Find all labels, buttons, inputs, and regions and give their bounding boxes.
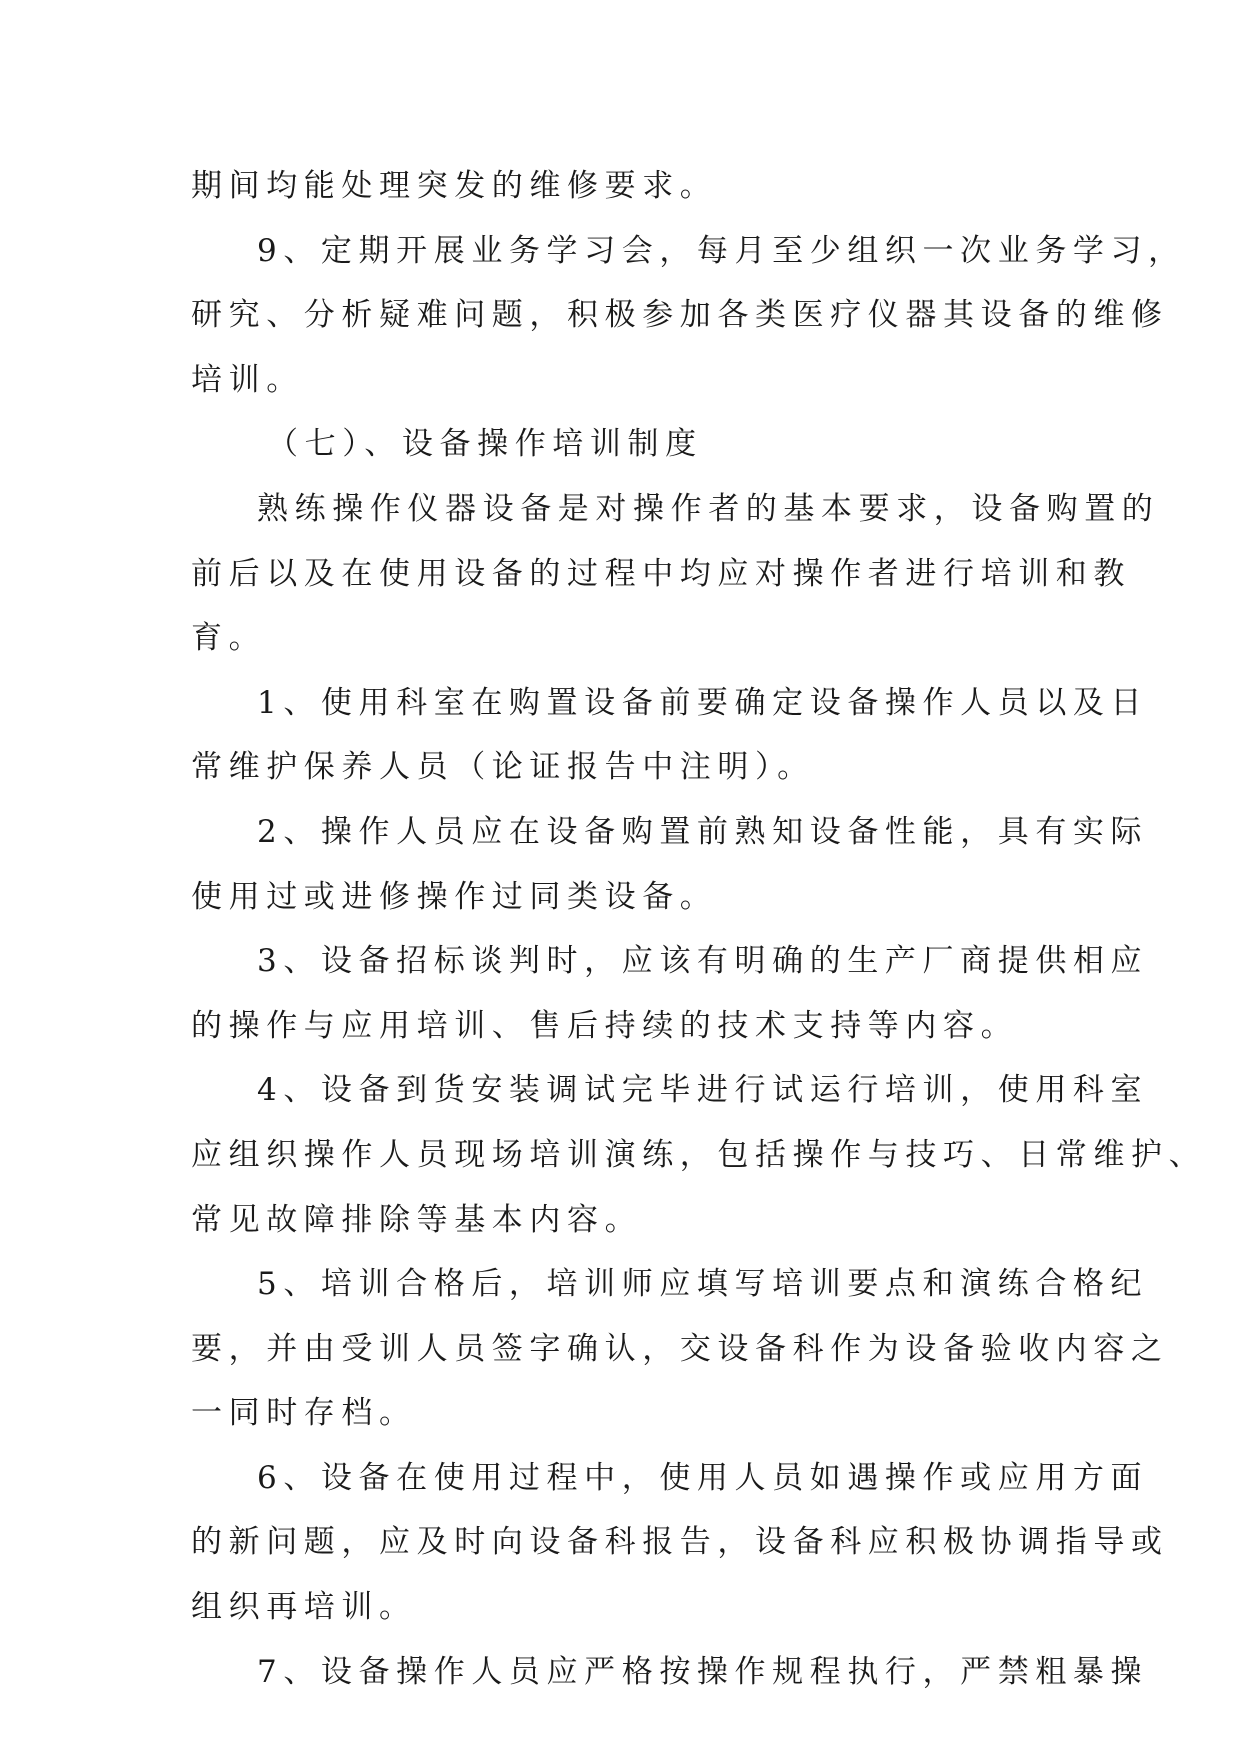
text-line: 5、培训合格后，培训师应填写培训要点和演练合格纪 — [257, 1266, 1149, 1303]
section-heading: （七）、设备操作培训制度 — [267, 426, 703, 463]
text-line: 培训。 — [191, 361, 304, 398]
text-line: 一同时存档。 — [191, 1395, 417, 1432]
document-body — [191, 154, 1207, 1704]
text-line: 3、设备招标谈判时，应该有明确的生产厂商提供相应 — [257, 943, 1149, 980]
text-line: 组织再培训。 — [191, 1589, 417, 1626]
text-line: 前后以及在使用设备的过程中均应对操作者进行培训和教 — [191, 555, 1131, 592]
text-line: 的操作与应用培训、售后持续的技术支持等内容。 — [191, 1007, 1019, 1044]
text-line: 熟练操作仪器设备是对操作者的基本要求，设备购置的 — [257, 490, 1160, 527]
text-line: 2、操作人员应在设备购置前熟知设备性能，具有实际 — [257, 813, 1149, 850]
text-line: 常维护保养人员（论证报告中注明）。 — [191, 749, 815, 786]
text-line: 研究、分析疑难问题，积极参加各类医疗仪器其设备的维修 — [191, 297, 1169, 334]
text-line: 的新问题，应及时向设备科报告，设备科应积极协调指导或 — [191, 1524, 1169, 1561]
text-line: 9、定期开展业务学习会，每月至少组织一次业务学习， — [257, 232, 1186, 269]
text-line: 应组织操作人员现场培训演练，包括操作与技巧、日常维护、 — [191, 1136, 1207, 1173]
text-line: 6、设备在使用过程中，使用人员如遇操作或应用方面 — [257, 1459, 1149, 1496]
text-line: 期间均能处理突发的维修要求。 — [191, 168, 718, 204]
text-line: 要，并由受训人员签字确认，交设备科作为设备验收内容之 — [191, 1330, 1169, 1367]
text-line: 4、设备到货安装调试完毕进行试运行培训，使用科室 — [257, 1072, 1149, 1109]
text-line: 1、使用科室在购置设备前要确定设备操作人员以及日 — [257, 684, 1149, 721]
text-line: 育。 — [191, 620, 267, 657]
text-line: 使用过或进修操作过同类设备。 — [191, 878, 718, 915]
text-line: 常见故障排除等基本内容。 — [191, 1201, 643, 1238]
text-line: 7、设备操作人员应严格按操作规程执行，严禁粗暴操 — [257, 1653, 1149, 1690]
